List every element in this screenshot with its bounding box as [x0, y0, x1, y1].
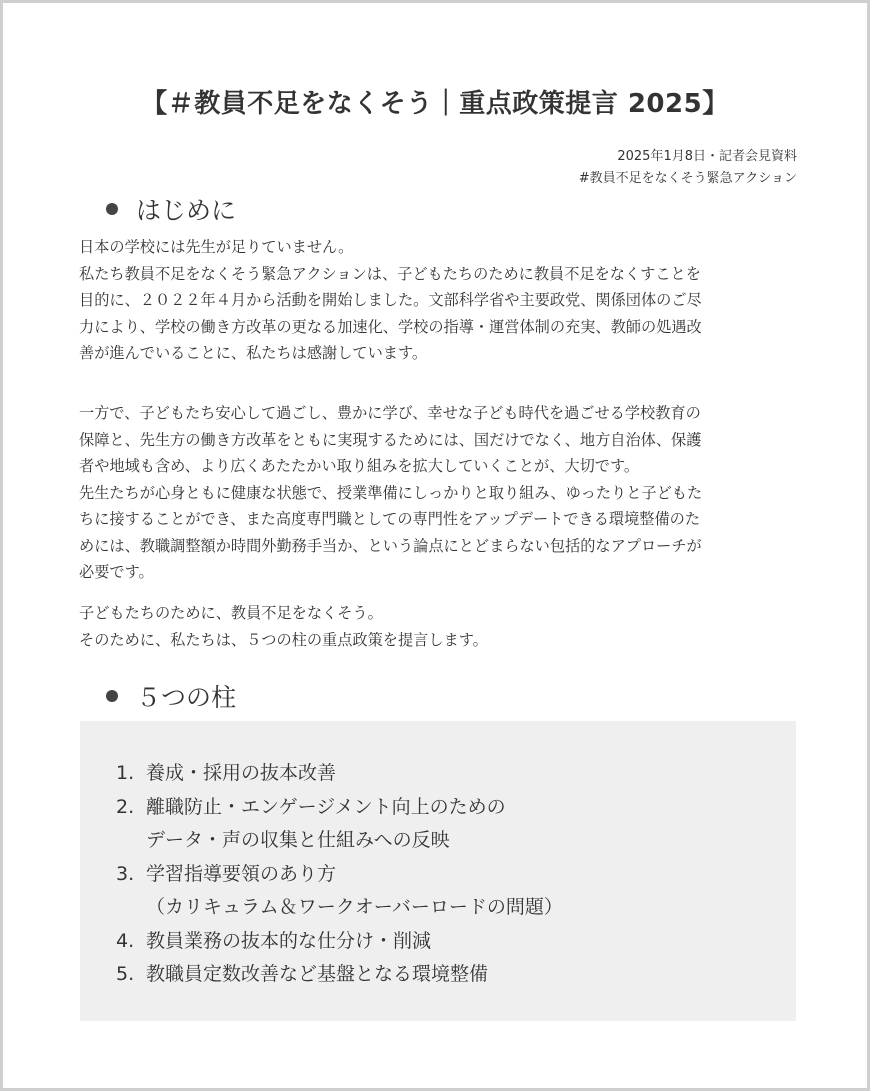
org-line: #教員不足をなくそう緊急アクション — [578, 171, 797, 186]
pillar-item — [116, 757, 563, 791]
pillar-text: 教職員定数改善など基盤となる環境整備 — [146, 963, 489, 985]
pillar-text: （カリキュラム＆ワークオーバーロードの問題） — [146, 896, 563, 918]
pillar-number: 5. — [116, 963, 135, 985]
section-heading-pillars — [106, 678, 236, 714]
bullet-icon — [106, 690, 118, 702]
text-line: 私たち教員不足をなくそう緊急アクションは、子どもたちのために教員不足をなくすことを — [79, 264, 701, 283]
section-heading-label: はじめに — [136, 196, 237, 225]
text-line: 子どもたちのために、教員不足をなくそう。 — [79, 604, 383, 622]
text-line: 先生たちが心身ともに健康な状態で、授業準備にしっかりと取り組み、ゆったりと子どもた — [79, 483, 703, 502]
date-line: 2025年1月8日・記者会見資料 — [617, 149, 797, 164]
pillar-item — [116, 791, 563, 858]
section-heading-intro — [106, 191, 236, 227]
intro-paragraph-2 — [79, 400, 809, 586]
bullet-icon — [106, 203, 118, 215]
pillar-text: 養成・採用の抜本改善 — [146, 762, 337, 784]
page-title: 【＃教員不足をなくそう｜重点政策提言 2025】 — [141, 89, 729, 119]
pillar-item — [116, 858, 563, 925]
text-line: 力により、学校の働き方改革の更なる加速化、学校の指導・運営体制の充実、教師の処遇改 — [79, 317, 702, 336]
section-heading-label: ５つの柱 — [136, 683, 237, 712]
pillar-text: データ・声の収集と仕組みへの反映 — [146, 829, 450, 851]
text-line: ちに接することができ、また高度専門職としての専門性をアップデートできる環境整備のた — [79, 510, 701, 528]
document-meta — [579, 146, 797, 190]
pillar-text: 学習指導要領のあり方 — [146, 862, 337, 885]
text-line: 日本の学校には先生が足りていません。 — [79, 238, 354, 256]
text-line: 必要です。 — [79, 563, 154, 581]
text-line: 者や地域も含め、より広くあたたかい取り組みを拡大していくことが、大切です。 — [79, 457, 640, 475]
pillar-number: 3. — [116, 862, 135, 885]
intro-paragraph-1 — [79, 234, 809, 367]
text-line: 保障と、先生方の働き方改革をともに実現するためには、国だけでなく、地方自治体、保護 — [79, 430, 702, 449]
pillar-item — [116, 958, 563, 992]
pillar-number: 4. — [116, 929, 135, 952]
pillar-item — [116, 925, 563, 959]
text-line: 善が進んでいることに、私たちは感謝しています。 — [79, 344, 428, 362]
pillar-text: 教員業務の抜本的な仕分け・削減 — [146, 929, 432, 952]
text-line: そのために、私たちは、５つの柱の重点政策を提言します。 — [79, 630, 488, 649]
text-line: 目的に、２０２２年４月から活動を開始しました。文部科学省や主要政党、関係団体のご尽 — [79, 291, 702, 309]
text-line: 一方で、子どもたち安心して過ごし、豊かに学び、幸せな子ども時代を過ごせる学校教育の — [79, 404, 701, 422]
pillars-box — [80, 721, 796, 1021]
pillar-number: 2. — [116, 795, 135, 818]
pillar-text: 離職防止・エンゲージメント向上のための — [146, 795, 506, 818]
text-line: めには、教職調整額か時間外勤務手当か、という論点にとどまらない包括的なアプローチが — [79, 536, 702, 555]
intro-paragraph-3 — [79, 600, 809, 653]
pillar-number: 1. — [116, 762, 135, 784]
pillars-list — [116, 757, 563, 992]
